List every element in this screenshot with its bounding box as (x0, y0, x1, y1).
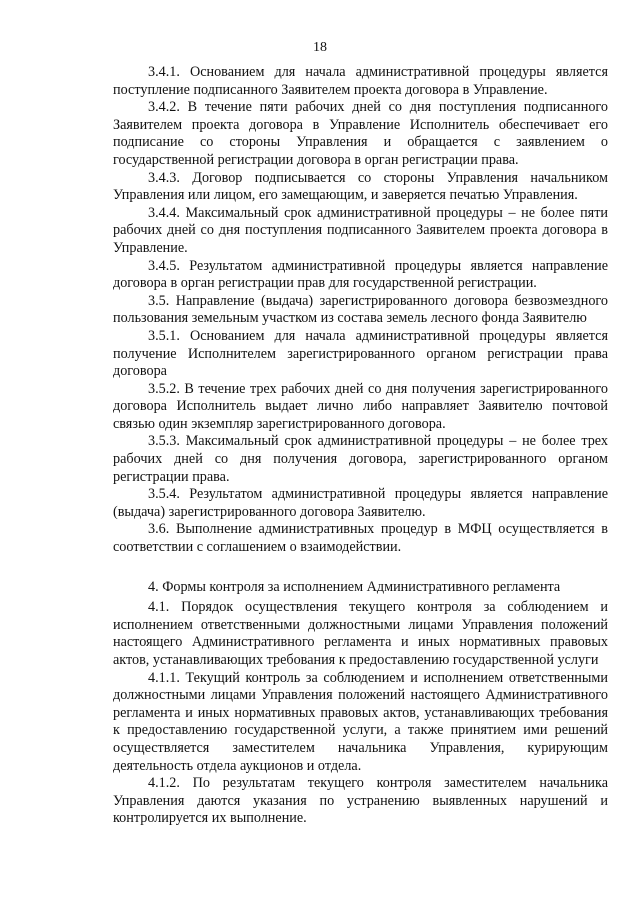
paragraph-3-6: 3.6. Выполнение административных процедур в МФЦ осуществляется в соответствии с соглашением о взаимодействии. (113, 521, 608, 556)
paragraph-4-1-2: 4.1.2. По результатам текущего контроля заместителем начальника Управления даются указания по устранению выявленных нарушений и контролируется их выполнение. (113, 775, 608, 827)
paragraph-3-5-1: 3.5.1. Основанием для начала административной процедуры является получение Исполнителем зарегистрированного органом регистрации права договора (113, 327, 608, 380)
paragraph-3-5-3: 3.5.3. Максимальный срок административной процедуры – не более трех рабочих дней со дня получения договора, зарегистрированного органом регистрации права. (113, 433, 608, 485)
paragraph-3-5: 3.5. Направление (выдача) зарегистрированного договора безвозмездного пользования земельным участком из состава земель лесного фонда Заявителю (113, 292, 608, 327)
paragraph-3-4-1: 3.4.1. Основанием для начала административной процедуры является поступление подписанного Заявителем проекта договора в Управление. (113, 64, 608, 98)
section-heading-4: 4. Формы контроля за исполнением Административного регламента (148, 578, 561, 595)
page-number: 18 (313, 40, 327, 55)
paragraph-4-1: 4.1. Порядок осуществления текущего контроля за соблюдением и исполнением ответственными должностными лицами Управления положений настоящего Административного регламента и иных нормативных правовых актов, устанавливающих требования к предоставлению государственной услуги (113, 599, 608, 668)
paragraph-3-4-5: 3.4.5. Результатом административной процедуры является направление договора в орган регистрации прав для государственной регистрации. (113, 257, 608, 292)
document-body (113, 64, 608, 828)
paragraph-3-4-3: 3.4.3. Договор подписывается со стороны Управления начальником Управления или лицом, его замещающим, и заверяется печатью Управления. (113, 169, 608, 204)
paragraph-4-1-1: 4.1.1. Текущий контроль за соблюдением и исполнением ответственными должностными лицами Управления положений настоящего Административного регламента и иных нормативных правовых актов, устанавливающих требования к предоставлению государственной услуги, а также принятием ими решений осуществляется заместителем начальника Управления, курирующим деятельность отдела аукционов и отдела. (113, 669, 608, 774)
paragraph-3-5-4: 3.5.4. Результатом административной процедуры является направление (выдача) зарегистрированного договора Заявителю. (113, 486, 608, 520)
paragraph-3-5-2: 3.5.2. В течение трех рабочих дней со дня получения зарегистрированного договора Исполнитель выдает лично либо направляет Заявителю почтовой связью один экземпляр зарегистрированного договора. (113, 380, 608, 432)
paragraph-3-4-4: 3.4.4. Максимальный срок административной процедуры – не более пяти рабочих дней со дня поступления подписанного Заявителем проекта договора в Управление. (113, 204, 608, 256)
paragraph-3-4-2: 3.4.2. В течение пяти рабочих дней со дня поступления подписанного Заявителем проекта договора в Управление Исполнитель обеспечивает его подписание со стороны Управления и обращается с заявлением о государственной регистрации договора в орган регистрации права. (113, 99, 608, 168)
